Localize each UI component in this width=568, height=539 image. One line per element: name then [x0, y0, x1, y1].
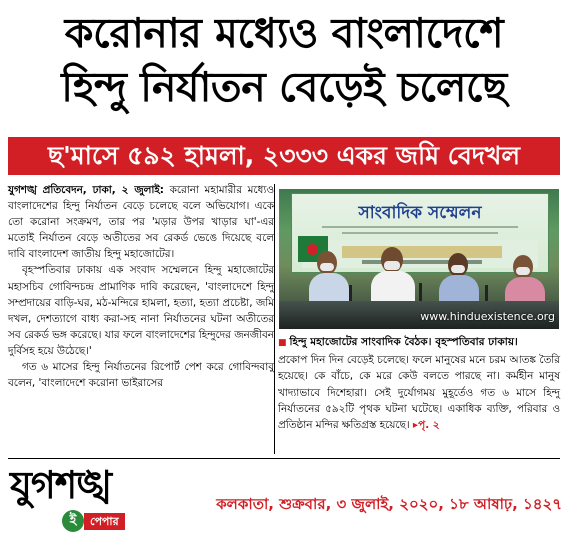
banner-organization [302, 240, 538, 268]
banner-title: সাংবাদিক সম্মেলন [358, 203, 482, 223]
dateline: যুগশঙ্খ প্রতিবেদন, ঢাকা, ২ জুলাই: [8, 184, 164, 196]
article-right-text: প্রকোপ দিন দিন বেড়েই চলেছে। ফলে মানুষের মনে চরম আতঙ্ক তৈরি হয়েছে। কে বাঁচে, কে মরে কেউ বলতে পারছে না। কর্মহীন মানুষ খাদ্যাভাবে দিশেহারা। সেই দুর্যোগময় মুহূর্তেও গত ৬ মাসে হিন্দু নির্যাতনের ৫৯২টি পৃথক ঘটনা ঘটেছে। একাধিক ব্যক্তি, পরিবার ও প্রতিষ্ঠান মন্দির ক্ষতিগ্রস্ত হয়েছে। [278, 354, 560, 432]
headline [0, 6, 568, 114]
microphone-icon [419, 283, 422, 303]
continued-link[interactable]: ▸পৃ. ২ [412, 419, 440, 432]
article-paragraph-1 [8, 182, 274, 262]
caption-text: হিন্দু মহাজোটের সাংবাদিক বৈঠক। বৃহস্পতিবার ঢাকায়। [289, 336, 518, 348]
logo-e-badge: ই [62, 510, 84, 532]
footer-divider [8, 458, 560, 459]
photo-watermark: www.hinduexistence.org [420, 310, 555, 323]
logo-paper-tag: পেপার [84, 513, 125, 530]
headline-line-2: হিন্দু নির্যাতন বেড়েই চলেছে [61, 63, 507, 111]
column-divider [274, 184, 275, 454]
article-right-paragraph [278, 352, 560, 433]
caption-bullet-icon: ■ [278, 338, 287, 348]
logo-name: যুগশঙ্খ [10, 463, 112, 507]
banner-text-line [322, 226, 518, 228]
article-right-column [278, 352, 560, 433]
article-left-column [8, 182, 274, 391]
article-text-1: করোনা মহামারীর মধ্যেও বাংলাদেশের হিন্দু নির্যাতন বেড়ে চলেছে বলে অভিযোগ। একে তো করোনা সংক্রমণ, তার পর 'মড়ার উপর খাড়ার ঘা'-এর মতোই নির্যাতন বেড়ে অতীতের সব রেকর্ড ভেঙে দিয়েছে বলে দাবি বাংলাদেশ জাতীয় হিন্দু মহাজোটের। [8, 184, 274, 261]
publication-date: কলকাতা, শুক্রবার, ৩ জুলাই, ২০২০, ১৮ আষাঢ়, ১৪২৭ [216, 495, 562, 513]
banner-org-name [342, 246, 502, 258]
headline-line-1: করোনার মধ্যেও বাংলাদেশে [64, 9, 504, 57]
photo-caption [278, 335, 562, 351]
subheadline-banner: ছ'মাসে ৫৯২ হামলা, ২৩৩৩ একর জমি বেদখল [8, 137, 560, 175]
newspaper-logo [10, 462, 170, 534]
press-conference-photo [279, 189, 559, 329]
article-paragraph-3: গত ৬ মাসের হিন্দু নির্যাতনের রিপোর্ট পেশ করে গোবিন্দবাবু বলেন, 'বাংলাদেশে করোনা ভাইরাসের [8, 361, 274, 390]
article-paragraph-2: বৃহস্পতিবার ঢাকায় এক সংবাদ সম্মেলনে হিন্দু মহাজোটের মহাসচিব গোবিন্দচন্দ্র প্রামাণিক দাবি করেছেন, 'বাংলাদেশে হিন্দু সম্প্রদায়ের বাড়ি-ঘর, মঠ-মন্দিরে হামলা, হত্যা, হত্যা প্রচেষ্টা, জমি দখল, দেশত্যাগে বাধ্য করা-সহ নানা নির্যাতনের ঘটনা অতীতের সব রেকর্ড ভঙ্গ করেছে। যার ফলে বাংলাদেশের হিন্দুদের জনজীবন দুর্বিসহ হয়ে উঠেছে।' [8, 264, 274, 357]
banner-text-line [342, 232, 498, 234]
